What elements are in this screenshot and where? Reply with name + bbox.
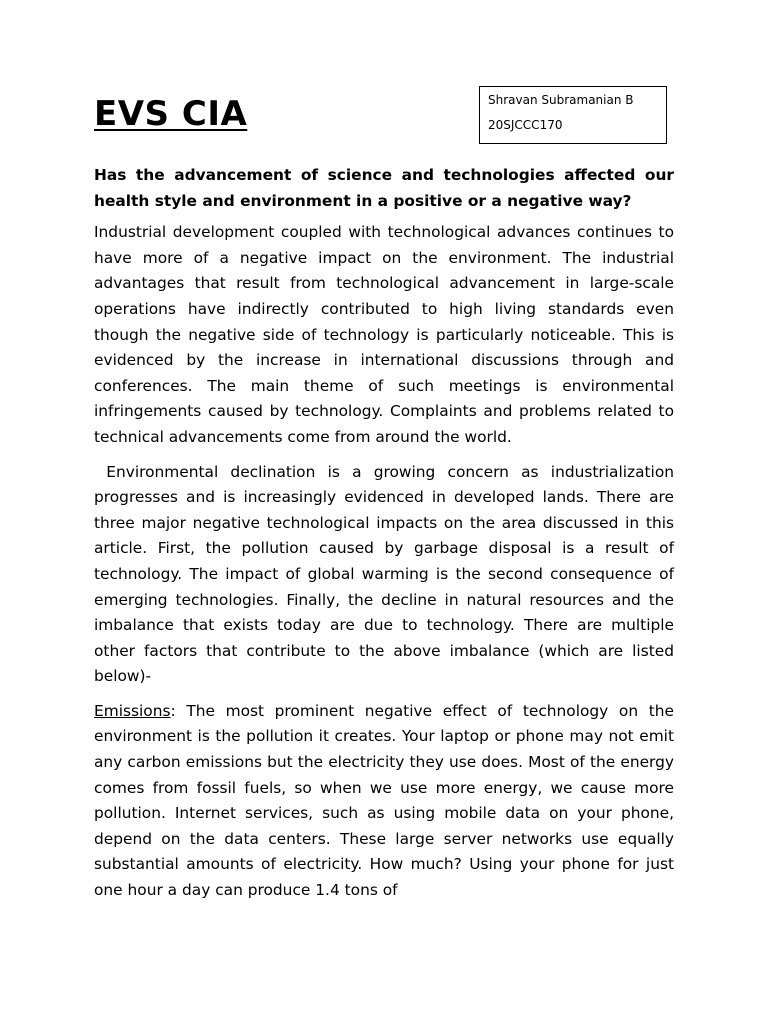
document-body (94, 163, 674, 913)
emissions-text: : The most prominent negative effect of technology on the environment is the pollution it creates. Your laptop or phone may not emit any carbon emissions but the electricity they use does. Most of the energy comes from fossil fuels, so when we use more energy, we cause more pollution. Internet services, such as using mobile data on your phone, depend on the data centers. These large server networks use equally substantial amounts of electricity. How much? Using your phone for just one hour a day can produce 1.4 tons of (94, 701, 674, 900)
paragraph-environmental-declination (94, 460, 674, 690)
paragraph-emissions (94, 699, 674, 904)
author-info-box (479, 86, 667, 144)
emissions-term: Emissions (94, 701, 171, 720)
paragraph-industrial-development: Industrial development coupled with technological advances continues to have more of a negative impact on the environment. The industrial advantages that result from technological advancement in large-scale operations have indirectly contributed to high living standards even though the negative side of technology is particularly noticeable. This is evidenced by the increase in international discussions through and conferences. The main theme of such meetings is environmental infringements caused by technology. Complaints and problems related to technical advancements come from around the world. (94, 223, 674, 446)
essay-question: Has the advancement of science and technologies affected our health style and environment in a positive or a negative way? (94, 166, 674, 210)
author-name: Shravan Subramanian B (488, 93, 634, 107)
paragraph-environmental-declination-text: Environmental declination is a growing concern as industrialization progresses and is increasingly evidenced in developed lands. There are three major negative technological impacts on the area discussed in this article. First, the pollution caused by garbage disposal is a result of technology. The impact of global warming is the second consequence of emerging technologies. Finally, the decline in natural resources and the imbalance that exists today are due to technology. There are multiple other factors that contribute to the above imbalance (which are listed below)- (94, 462, 674, 686)
document-title: EVS CIA (94, 94, 248, 134)
author-id: 20SJCCC170 (488, 118, 563, 132)
